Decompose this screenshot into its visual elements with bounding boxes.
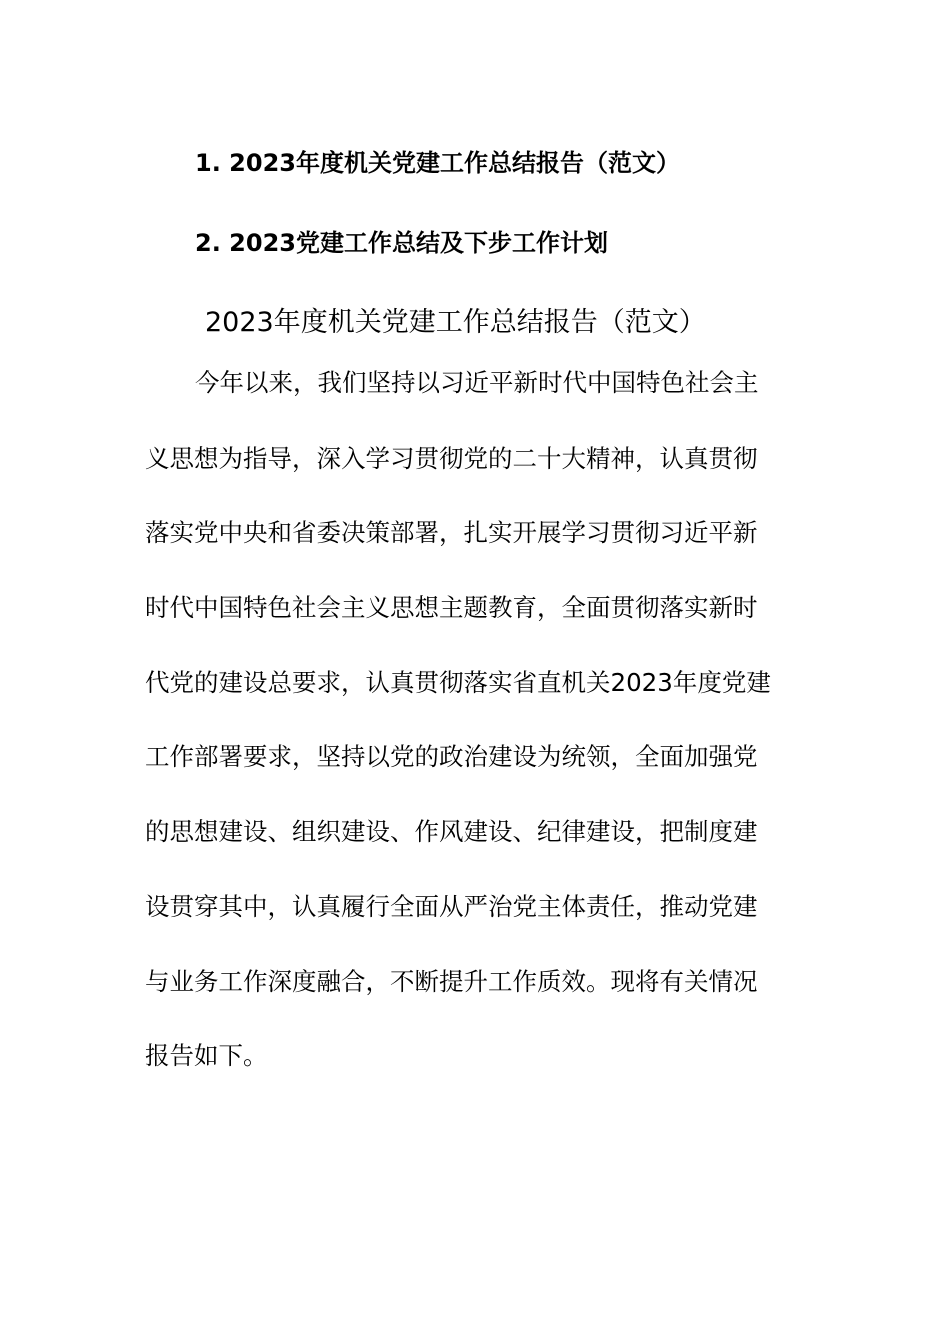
body-line-8: 设贯穿其中，认真履行全面从严治党主体责任，推动党建 (145, 892, 758, 921)
body-line-9: 与业务工作深度融合，不断提升工作质效。现将有关情况 (145, 967, 758, 996)
toc-item-1: 1. 2023年度机关党建工作总结报告（范文） (195, 149, 680, 177)
body-line-2: 义思想为指导，深入学习贯彻党的二十大精神，认真贯彻 (145, 444, 758, 473)
toc-item-2: 2. 2023党建工作总结及下步工作计划 (195, 229, 608, 257)
body-line-5: 代党的建设总要求，认真贯彻落实省直机关2023年度党建 (145, 668, 771, 697)
body-line-6: 工作部署要求，坚持以党的政治建设为统领，全面加强党 (145, 742, 758, 771)
body-line-7: 的思想建设、组织建设、作风建设、纪律建设，把制度建 (145, 817, 758, 846)
body-line-1: 今年以来，我们坚持以习近平新时代中国特色社会主 (195, 368, 759, 397)
body-line-4: 时代中国特色社会主义思想主题教育，全面贯彻落实新时 (145, 593, 758, 622)
body-line-3: 落实党中央和省委决策部署，扎实开展学习贯彻习近平新 (145, 518, 758, 547)
body-line-10: 报告如下。 (145, 1041, 268, 1070)
document-title: 2023年度机关党建工作总结报告（范文） (205, 307, 706, 338)
